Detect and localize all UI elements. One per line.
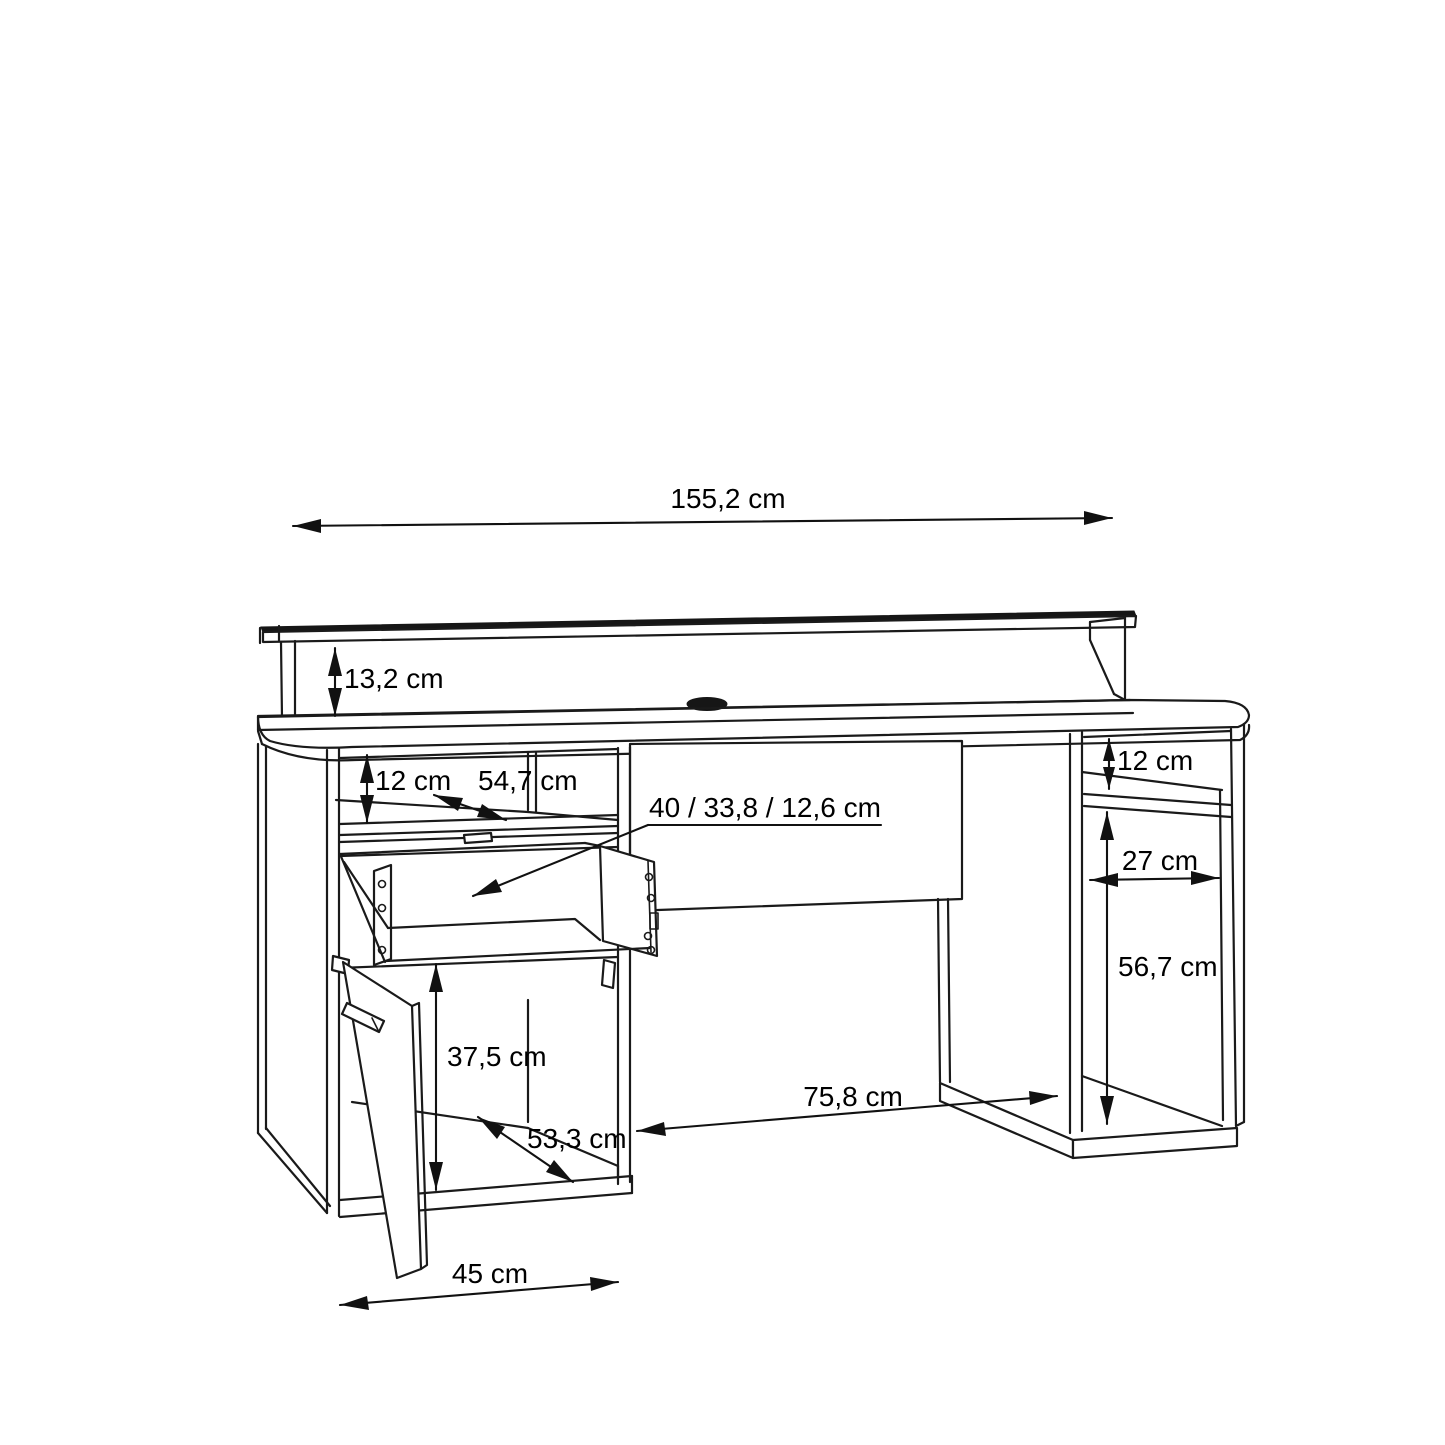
dim-total-width [293, 483, 1112, 533]
dim-total-width-label: 155,2 cm [670, 483, 786, 514]
right-panel-inner-edge [1231, 729, 1236, 1126]
rear-leg [938, 899, 950, 1082]
left-plinth-top-edge [266, 1128, 330, 1206]
drawer-inner-bottom [388, 919, 600, 940]
door-catch-plate [602, 960, 615, 988]
dim-right-compartment-width [1090, 845, 1219, 887]
dim-left-shelf-depth [434, 765, 578, 820]
dim-door-width [340, 1258, 618, 1310]
right-pedestal-inner-corner [1220, 790, 1223, 1120]
riser-left-support [281, 641, 295, 718]
dim-right-compartment-gap-label: 12 cm [1117, 745, 1194, 776]
dim-riser-height-label: 13,2 cm [344, 663, 444, 694]
right-pedestal-shelf [1082, 772, 1231, 817]
dim-cupboard-depth-label: 53,3 cm [527, 1123, 627, 1154]
dim-right-compartment-height-label: 56,7 cm [1118, 951, 1218, 982]
dim-left-compartment-height [360, 755, 451, 823]
dim-drawer-size-label: 40 / 33,8 / 12,6 cm [649, 792, 881, 823]
dim-right-compartment-width-label: 27 cm [1121, 845, 1199, 876]
drawer-open [340, 843, 658, 965]
dim-knee-space-width-label: 75,8 cm [803, 1081, 903, 1112]
dim-cupboard-height-label: 37,5 cm [447, 1041, 547, 1072]
door-open [332, 956, 427, 1278]
drawer-grip-notch [464, 833, 492, 843]
dim-door-width-label: 45 cm [451, 1258, 529, 1289]
modesty-panel [630, 741, 962, 912]
left-panel-bottom-edge [258, 1133, 327, 1213]
dim-left-shelf-depth-label: 54,7 cm [478, 765, 578, 796]
right-pedestal-base [940, 1083, 1237, 1158]
right-pedestal [938, 724, 1244, 1158]
riser-right-support [1090, 617, 1125, 700]
dim-cupboard-depth [478, 1117, 627, 1182]
dim-riser-height [328, 648, 444, 716]
drawer-bottom-edge [386, 948, 650, 961]
dim-left-compartment-height-label: 12 cm [375, 765, 452, 796]
